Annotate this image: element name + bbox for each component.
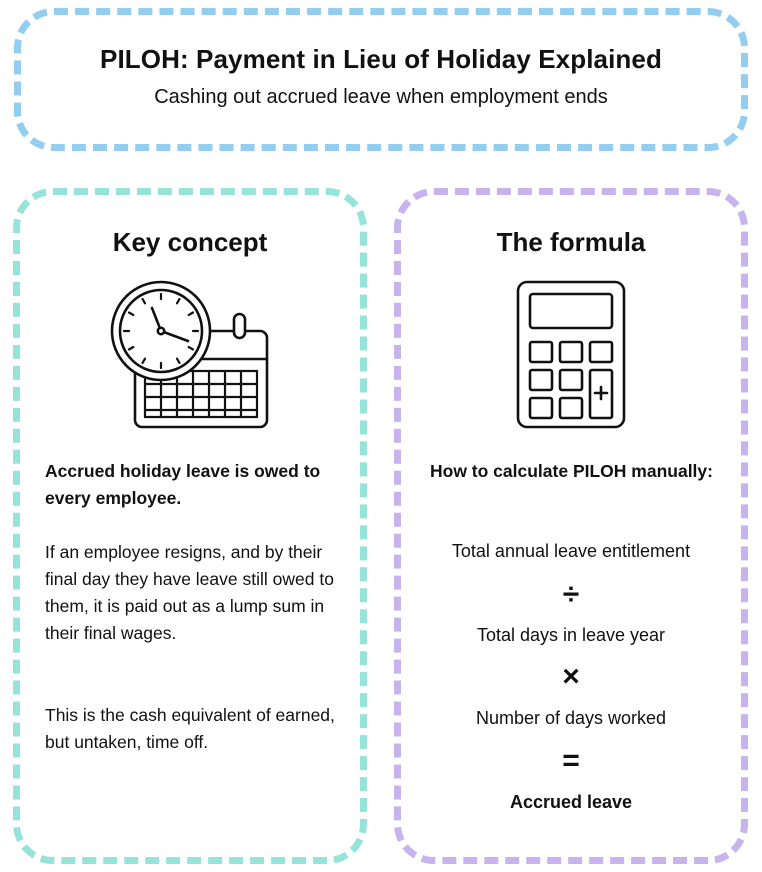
key-concept-lead: Accrued holiday leave is owed to every employee. <box>45 461 321 508</box>
calculator-icon <box>512 278 632 430</box>
page-subtitle: Cashing out accrued leave when employment ends <box>154 86 608 108</box>
multiply-symbol: × <box>562 660 580 693</box>
divide-symbol: ÷ <box>562 578 580 611</box>
page-title: PILOH: Payment in Lieu of Holiday Explained <box>100 44 662 74</box>
formula-heading: The formula <box>496 227 646 257</box>
formula-term-days-worked: Number of days worked <box>475 708 667 728</box>
formula-term-entitlement: Total annual leave entitlement <box>451 541 691 561</box>
clock-calendar-icon <box>108 278 274 434</box>
key-concept-heading: Key concept <box>112 227 268 257</box>
header-frame <box>14 8 748 151</box>
key-concept-paragraph: If an employee resigns, and by their final day they have leave still owed to them, it is paid out as a lump sum in their final wages. <box>45 542 334 643</box>
formula-term-leave-year-days: Total days in leave year <box>476 625 666 645</box>
formula-result: Accrued leave <box>509 792 633 812</box>
equals-symbol: = <box>562 744 580 777</box>
key-concept-paragraph: This is the cash equivalent of earned, but untaken, time off. <box>45 705 335 752</box>
formula-lead: How to calculate PILOH manually: <box>430 461 713 481</box>
